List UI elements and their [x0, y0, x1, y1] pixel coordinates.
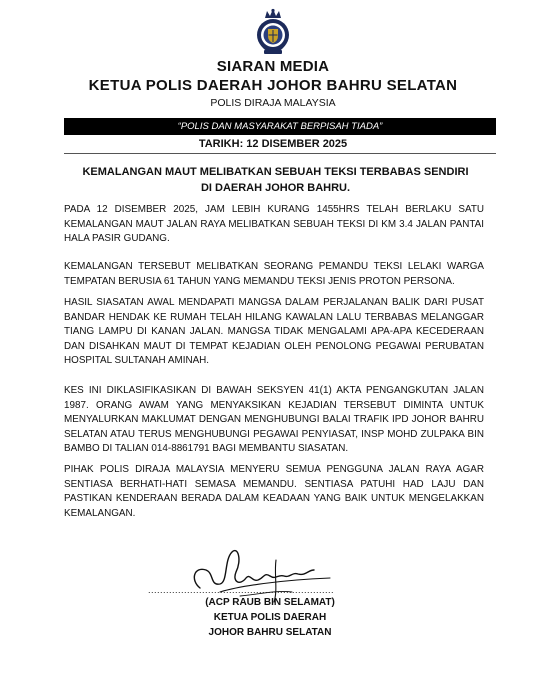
police-crest-icon [252, 8, 294, 56]
paragraph-1: PADA 12 DISEMBER 2025, JAM LEBIH KURANG 1455HRS TELAH BERLAKU SATU KEMALANGAN MAUT JALAN RAYA MELIBATKAN SEBUAH TEKSI DI KM 3.4 JALAN PANTAI HALA PASIR GUDANG. [64, 204, 484, 245]
signature-line: .............................................................. [148, 585, 335, 595]
signatory-district: JOHOR BAHRU SELATAN [208, 627, 332, 638]
slogan-banner [64, 118, 496, 135]
slogan-text: “POLIS DAN MASYARAKAT BERPISAH TIADA” [177, 121, 383, 132]
paragraph-3: HASIL SIASATAN AWAL MENDAPATI MANGSA DALAM PERJALANAN BALIK DARI PUSAT BANDAR HENDAK KE RUMAH TELAH HILANG KAWALAN LALU TERBABAS MELANGGAR TIANG LAMPU DI KANAN JALAN. MANGSA TIDAK MENGALAMI APA-APA KECEDERAAN DAN DISAHKAN MAUT DI TEMPAT KEJADIAN OLEH PENOLONG PEGAWAI PERUBATAN HOSPITAL SULTANAH AMINAH. [64, 297, 484, 367]
release-date: TARIKH: 12 DISEMBER 2025 [198, 138, 348, 150]
signatory-position: KETUA POLIS DAERAH [213, 612, 327, 623]
office-title: KETUA POLIS DAERAH JOHOR BAHRU SELATAN [88, 77, 458, 94]
paragraph-5: PIHAK POLIS DIRAJA MALAYSIA MENYERU SEMUA PENGGUNA JALAN RAYA AGAR SENTIASA BERHATI-HATI SEMASA MEMANDU. SENTIASA PATUHI HAD LAJU DAN PASTIKAN KENDERAAN BERADA DALAM KEADAAN YANG BAIK UNTUK MENGELAKKAN KEMALANGAN. [64, 464, 484, 519]
signatory-name: (ACP RAUB BIN SELAMAT) [205, 597, 335, 608]
header-divider [64, 153, 496, 154]
paragraph-2: KEMALANGAN TERSEBUT MELIBATKAN SEORANG PEMANDU TEKSI LELAKI WARGA TEMPATAN BERUSIA 61 TAHUN YANG MEMANDU TEKSI JENIS PROTON PERSONA. [64, 261, 484, 287]
headline: KEMALANGAN MAUT MELIBATKAN SEBUAH TEKSI TERBABAS SENDIRI DI DAERAH JOHOR BAHRU. [82, 166, 469, 194]
document-title: SIARAN MEDIA [216, 58, 330, 75]
paragraph-4: KES INI DIKLASIFIKASIKAN DI BAWAH SEKSYEN 41(1) AKTA PENGANGKUTAN JALAN 1987. ORANG AWAM YANG MENYAKSIKAN KEJADIAN TERSEBUT DIMINTA UNTUK MENYALURKAN MAKLUMAT DENGAN MENGHUBUNGI BALAI TRAFIK IPD JOHOR BAHRU SELATAN ATAU TERUS MENGHUBUNGI PEGAWAI PENYIASAT, INSP MOHD ZULPAKA BIN BAMBO DI TALIAN 014-8861791 BAGI MEMBANTU SIASATAN. [64, 385, 484, 455]
agency-name: POLIS DIRAJA MALAYSIA [210, 97, 336, 109]
